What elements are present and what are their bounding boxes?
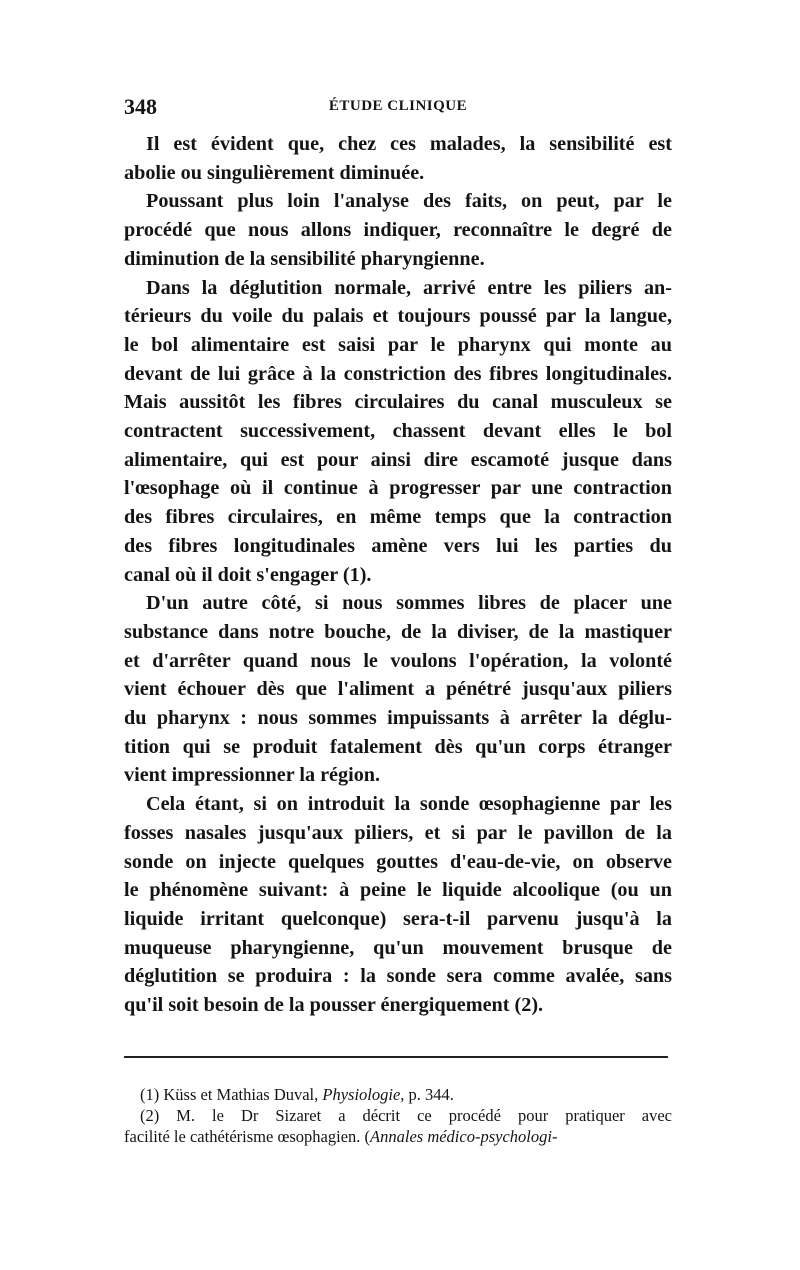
text-line: Il est évident que, chez ces malades, la sensibilité est: [146, 133, 672, 155]
footnote-1-title: Physiologie,: [322, 1085, 405, 1104]
paragraph: [124, 130, 672, 187]
text-line: qu'il soit besoin de la pousser énergiquement (2).: [124, 994, 544, 1017]
footnote-2-line-2: [124, 1126, 672, 1147]
text-line: l'œsophage où il continue à progresser par une contraction: [124, 477, 672, 500]
text-line: térieurs du voile du palais et toujours poussé par la langue,: [124, 305, 672, 328]
page-header: [124, 94, 672, 120]
paragraph: [124, 589, 672, 790]
text-line: des fibres longitudinales amène vers lui les parties du: [124, 534, 672, 557]
paragraph: [124, 274, 672, 590]
text-line: le bol alimentaire est saisi par le pharynx qui monte au: [124, 333, 672, 356]
footnote-1: [124, 1084, 672, 1105]
text-line: procédé que nous allons indiquer, reconnaître le degré de: [124, 219, 672, 242]
text-line: du pharynx : nous sommes impuissants à arrêter la déglu-: [124, 707, 672, 730]
text-line: tition qui se produit fatalement dès qu'un corps étranger: [124, 735, 672, 758]
text-line: diminution de la sensibilité pharyngienne.: [124, 247, 485, 270]
footnotes: [124, 1084, 672, 1147]
text-line: fosses nasales jusqu'aux piliers, et si par le pavillon de la: [124, 821, 672, 844]
text-line: canal où il doit s'engager (1).: [124, 563, 372, 586]
text-line: devant de lui grâce à la constriction des fibres longitudinales.: [124, 362, 672, 385]
footnote-2-line-1: (2) M. le Dr Sizaret a décrit ce procédé pour pratiquer avec: [140, 1106, 672, 1125]
text-line: des fibres circulaires, en même temps que la contraction: [124, 506, 672, 529]
text-line: muqueuse pharyngienne, qu'un mouvement brusque de: [124, 936, 672, 959]
text-line: alimentaire, qui est pour ainsi dire escamoté jusque dans: [124, 448, 672, 471]
text-line: Mais aussitôt les fibres circulaires du canal musculeux se: [124, 391, 672, 414]
text-line: abolie ou singulièrement diminuée.: [124, 161, 425, 184]
text-line: D'un autre côté, si nous sommes libres de placer une: [146, 592, 672, 615]
running-title: ÉTUDE CLINIQUE: [328, 98, 468, 114]
footnote-1-page: p. 344.: [404, 1085, 454, 1104]
footnote-1-text: (1) Küss et Mathias Duval,: [140, 1085, 323, 1104]
footnote-2-text: facilité le cathétérisme œsophagien. (: [124, 1127, 371, 1146]
text-line: substance dans notre bouche, de la diviser, de la mastiquer: [124, 620, 672, 643]
paragraph: [124, 187, 672, 273]
text-line: Dans la déglutition normale, arrivé entre les piliers an-: [146, 276, 672, 299]
footnote-rule: [124, 1056, 668, 1058]
text-line: vient impressionner la région.: [124, 764, 381, 787]
text-line: Cela étant, si on introduit la sonde œsophagienne par les: [146, 793, 672, 816]
text-line: vient échouer dès que l'aliment a pénétré jusqu'aux piliers: [124, 678, 672, 701]
text-line: contractent successivement, chassent devant elles le bol: [124, 420, 672, 443]
text-line: le phénomène suivant: à peine le liquide alcoolique (ou un: [124, 879, 672, 902]
text-line: Poussant plus loin l'analyse des faits, on peut, par le: [146, 190, 672, 213]
text-line: déglutition se produira : la sonde sera comme avalée, sans: [124, 965, 672, 988]
text-line: sonde on injecte quelques gouttes d'eau-de-vie, on observe: [124, 850, 672, 873]
page-number: 348: [124, 94, 157, 119]
body-text: [124, 130, 672, 1020]
footnote-2-journal: Annales médico-psychologi-: [370, 1127, 558, 1146]
text-line: et d'arrêter quand nous le voulons l'opération, la volonté: [124, 649, 672, 672]
paragraph: [124, 790, 672, 1020]
text-line: liquide irritant quelconque) sera-t-il parvenu jusqu'à la: [124, 907, 672, 930]
